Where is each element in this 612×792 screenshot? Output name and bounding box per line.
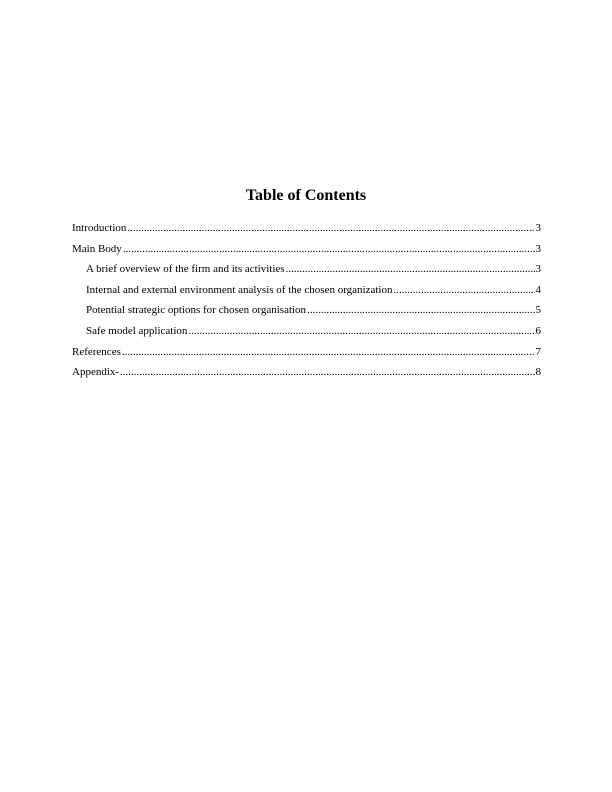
toc-title: Table of Contents [245,187,367,204]
toc-dot-leader [120,365,534,379]
toc-entry-label: Potential strategic options for chosen organisation [86,304,307,317]
toc-page-number: 4 [535,283,541,296]
toc-entry-main-body[interactable] [72,242,541,263]
toc-entry-appendix[interactable] [72,365,541,386]
toc-entry-label: A brief overview of the firm and its activities [86,263,285,276]
toc-dot-leader [286,262,535,276]
toc-list [72,221,541,386]
toc-page-number: 3 [535,263,541,276]
toc-entry-references[interactable] [72,345,541,366]
toc-entry-introduction[interactable] [72,221,541,242]
toc-entry-label: References [72,345,121,358]
toc-dot-leader [393,283,534,297]
toc-entry-environment-analysis[interactable] [72,283,541,304]
toc-entry-safe-model[interactable] [72,324,541,345]
toc-entry-strategic-options[interactable] [72,303,541,324]
toc-page-number: 8 [535,366,541,379]
toc-page-number: 6 [535,324,541,337]
toc-dot-leader [307,303,534,317]
toc-dot-leader [122,345,535,359]
toc-dot-leader [188,324,534,338]
toc-page-number: 7 [535,345,541,358]
toc-entry-label: Safe model application [86,324,188,337]
toc-entry-label: Internal and external environment analysis of the chosen organization [86,283,393,296]
toc-entry-label: Introduction [72,222,127,234]
toc-entry-firm-overview[interactable] [72,262,541,283]
toc-entry-label: Main Body [72,242,122,255]
toc-page-number: 5 [535,304,541,317]
toc-dot-leader [127,221,534,235]
toc-page-number: 3 [535,222,541,234]
toc-entry-label: Appendix- [72,366,120,379]
toc-dot-leader [123,242,535,256]
toc-page-number: 3 [535,242,541,255]
